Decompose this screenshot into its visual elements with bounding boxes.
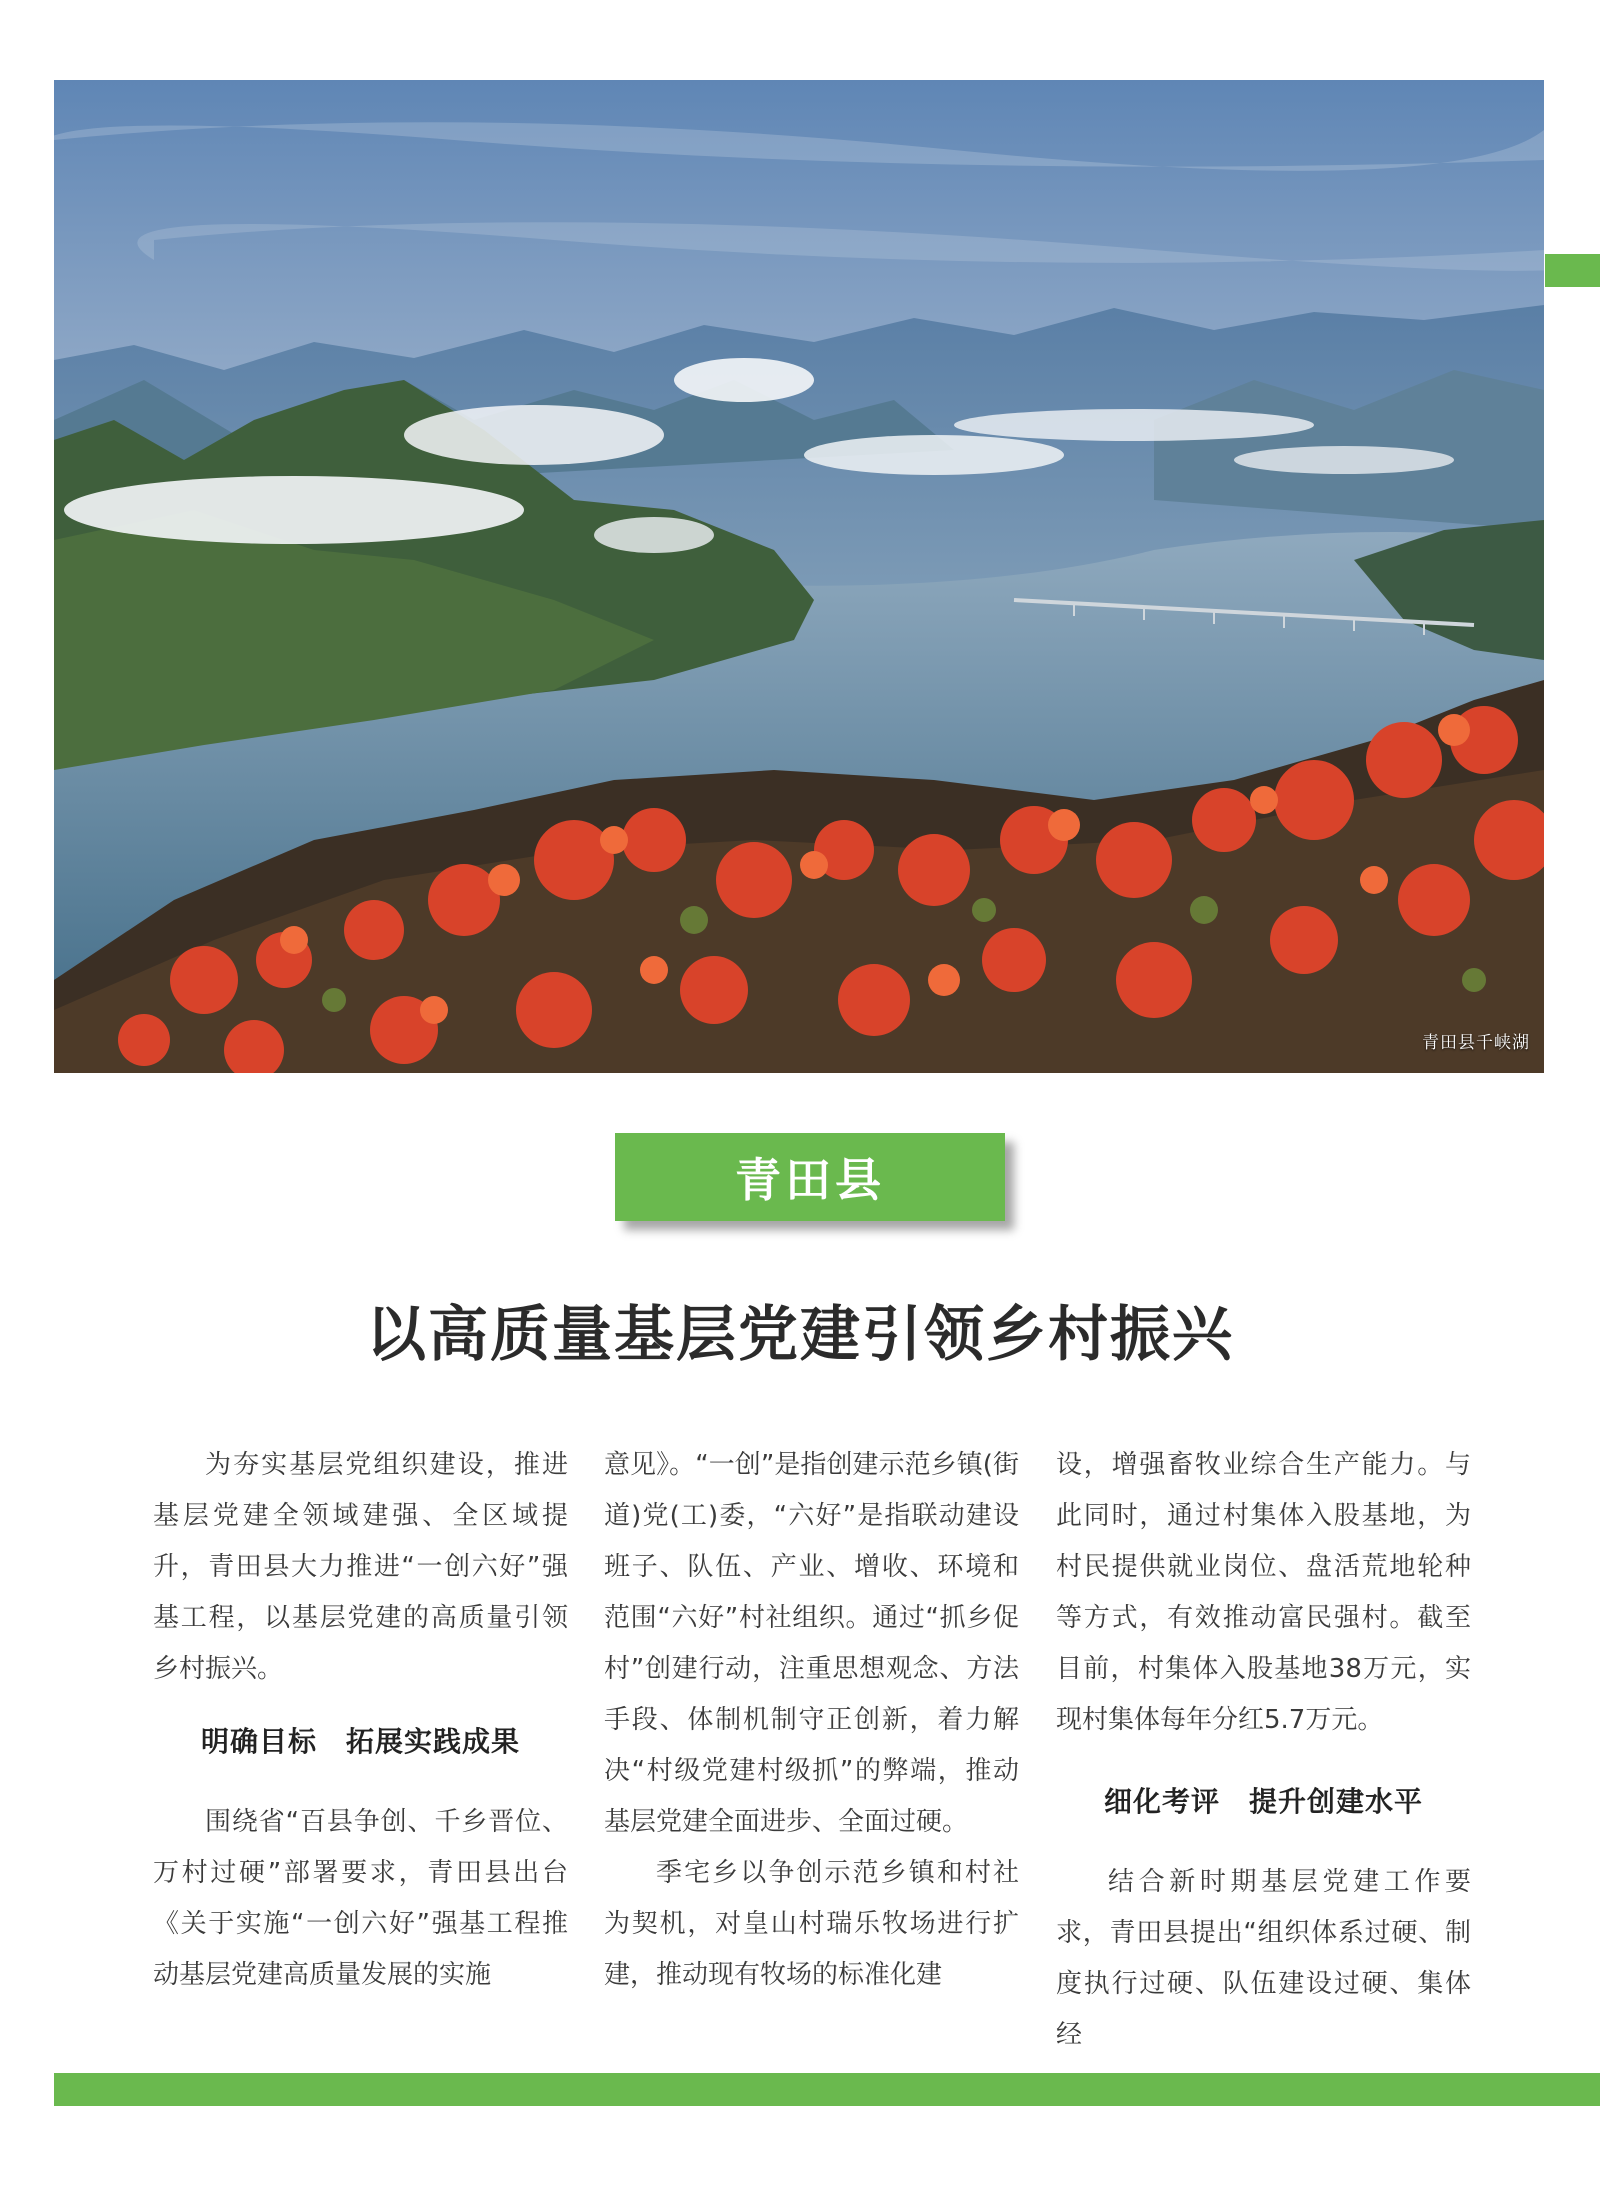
paragraph: 设，增强畜牧业综合生产能力。与此同时，通过村集体入股基地，为村民提供就业岗位、盘活荒地轮种等方式，有效推动富民强村。截至目前，村集体入股基地38万元，实现村集体每年分红5.7万元。	[1056, 1450, 1471, 1735]
green-footer-bar	[54, 2073, 1600, 2106]
photo-caption: 青田县千峡湖	[1422, 1033, 1530, 1053]
article-column-2	[604, 1440, 1019, 2001]
lake-mountain-illustration	[54, 80, 1544, 1073]
paragraph: 为夯实基层党组织建设，推进基层党建全领域建强、全区域提升，青田县大力推进“一创六好”强基工程，以基层党建的高质量引领乡村振兴。	[153, 1450, 568, 1684]
green-edge-tab	[1545, 254, 1600, 287]
article-column-3	[1056, 1440, 1471, 2061]
paragraph: 围绕省“百县争创、千乡晋位、万村过硬”部署要求，青田县出台《关于实施“一创六好”强基工程推动基层党建高质量发展的实施	[153, 1807, 568, 1990]
section-heading: 细化考评 提升创建水平	[1103, 1785, 1423, 1818]
section-heading: 明确目标 拓展实践成果	[200, 1725, 520, 1758]
paragraph: 季宅乡以争创示范乡镇和村社为契机，对皇山村瑞乐牧场进行扩建，推动现有牧场的标准化建	[604, 1858, 1019, 1990]
article-column-1	[153, 1440, 568, 2001]
paragraph: 意见》。“一创”是指创建示范乡镇(街道)党(工)委，“六好”是指联动建设班子、队伍、产业、增收、环境和范围“六好”村社组织。通过“抓乡促村”创建行动，注重思想观念、方法手段、体制机制守正创新，着力解决“村级党建村级抓”的弊端，推动基层党建全面进步、全面过硬。	[604, 1450, 1019, 1837]
landscape-photo	[54, 80, 1544, 1073]
paragraph: 结合新时期基层党建工作要求，青田县提出“组织体系过硬、制度执行过硬、队伍建设过硬、集体经	[1056, 1867, 1471, 2050]
county-label: 青田县	[615, 1133, 1005, 1221]
article-headline: 以高质量基层党建引领乡村振兴	[366, 1300, 1234, 1370]
